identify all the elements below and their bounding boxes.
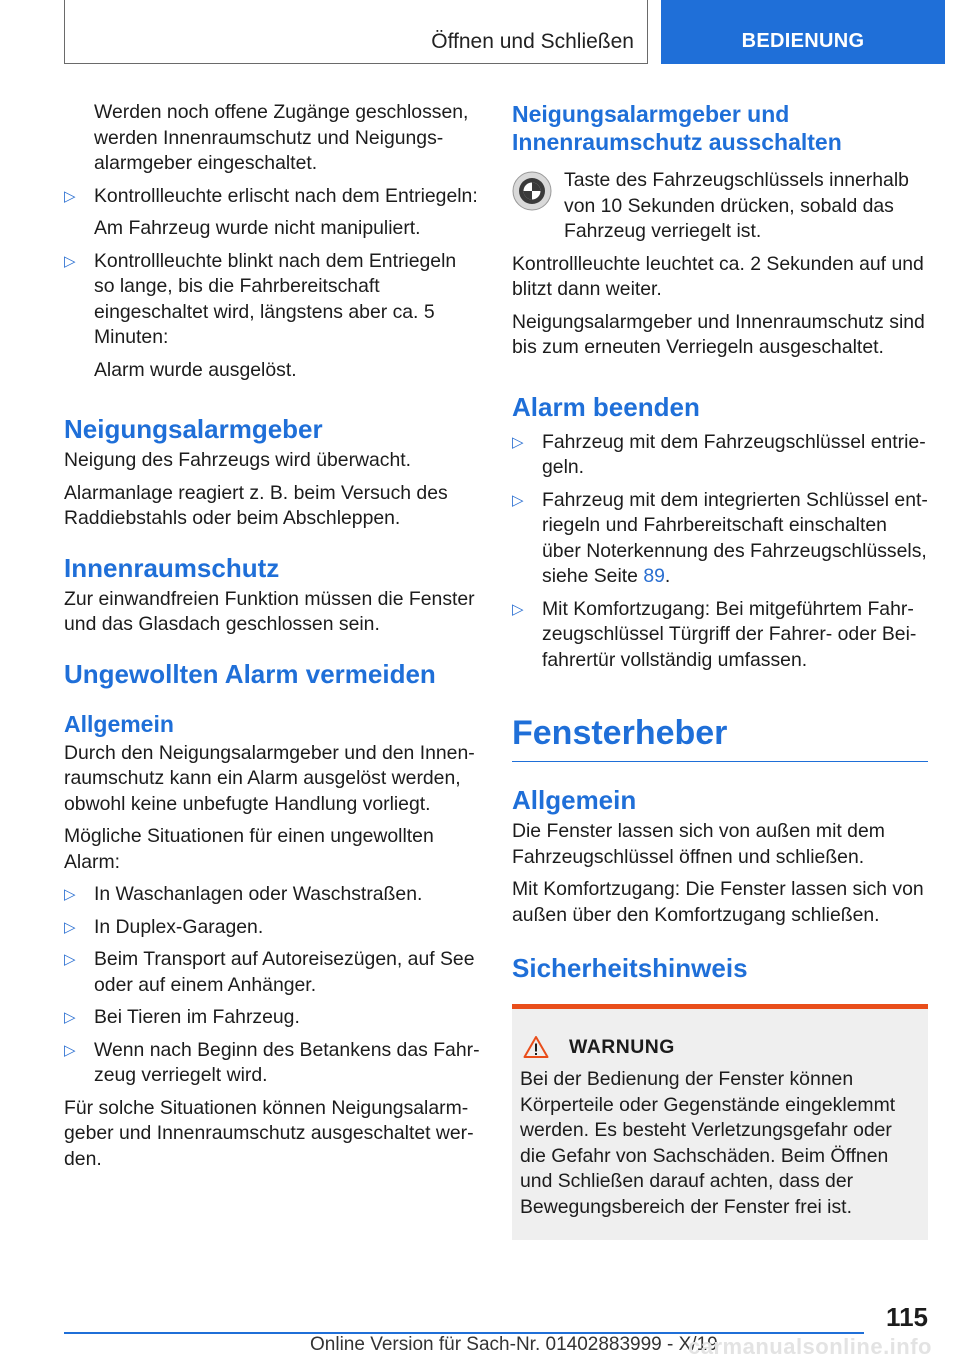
paragraph: Durch den Neigungsalarmgeber und den Innenraumschutz kann ein Alarm ausgelöst werden, obwohl keine unbefugte Handlung vorliegt. xyxy=(64,741,475,815)
heading-innenraumschutz: Innenraumschutz xyxy=(64,552,280,583)
bullet-triangle-icon: ▷ xyxy=(64,1041,76,1059)
page-header xyxy=(0,0,960,66)
bullet-triangle-icon: ▷ xyxy=(64,252,76,270)
warning-box xyxy=(512,1004,928,1240)
heading-ausschalten: Neigungsalarmgeber und Innenraumschutz ausschalten xyxy=(512,101,842,155)
bullet-triangle-icon: ▷ xyxy=(64,1009,76,1026)
list-item xyxy=(64,1038,480,1089)
list-item-text: Bei Tieren im Fahrzeug. xyxy=(94,1006,300,1028)
right-column xyxy=(512,100,928,1240)
stop-alarm-list xyxy=(512,430,928,674)
heading-neigungsalarmgeber: Neigungsalarmgeber xyxy=(64,414,323,444)
bullet-triangle-icon: ▷ xyxy=(512,433,524,451)
list-item xyxy=(64,1005,480,1031)
left-column xyxy=(64,100,480,1172)
chapter-title: Öffnen und Schließen xyxy=(431,30,634,53)
bullet-triangle-icon: ▷ xyxy=(512,600,524,618)
watermark: carmanualsonline.info xyxy=(688,1334,932,1359)
list-item xyxy=(512,430,928,481)
warning-text: Bei der Bedienung der Fenster können Körperteile oder Gegenstände eingeklemmt werden. Es besteht Verletzungsgefahr oder die Gefahr von Sachschäden. Beim Öffnen und Schließen darauf achten, dass der Bewegungsbereich der Fenster frei ist. xyxy=(520,1068,896,1218)
list-item xyxy=(64,915,480,941)
list-item-text: Kontrollleuchte erlischt nach dem Entriegeln: xyxy=(94,184,478,207)
list-item-text: Beim Transport auf Autoreisezügen, auf See oder auf einem Anhänger. xyxy=(94,948,475,996)
list-item-text: Wenn nach Beginn des Betankens das Fahrzeug verriegelt wird. xyxy=(94,1038,480,1086)
heading-ungewollter-alarm: Ungewollten Alarm vermeiden xyxy=(64,658,436,689)
page-number: 115 xyxy=(886,1302,928,1332)
bullet-triangle-icon: ▷ xyxy=(64,187,76,205)
list-item-text: In Waschanlagen oder Waschstraßen. xyxy=(94,883,423,905)
bullet-triangle-icon: ▷ xyxy=(64,918,76,936)
warning-header xyxy=(520,1035,920,1059)
warning-triangle-icon xyxy=(523,1035,549,1059)
paragraph: Taste des Fahrzeugschlüssels innerhalb von 10 Sekunden drücken, sobald das Fahrzeug verriegelt ist. xyxy=(564,169,909,242)
situation-list xyxy=(64,882,480,1089)
heading-sicherheitshinweis: Sicherheitshinweis xyxy=(512,953,748,983)
list-item-text-end: . xyxy=(664,565,671,587)
header-title-box xyxy=(64,0,648,64)
list-item-text: In Duplex-Garagen. xyxy=(94,915,264,938)
list-item-text: Fahrzeug mit dem Fahrzeugschlüssel entriegeln. xyxy=(542,430,926,478)
paragraph: Neigung des Fahrzeugs wird überwacht. xyxy=(64,449,412,471)
intro-paragraph: Werden noch offene Zugänge geschlossen, werden Innenraumschutz und Neigungsalarmgeber eingeschaltet. xyxy=(94,101,469,174)
list-item xyxy=(512,597,928,674)
paragraph: Alarmanlage reagiert z. B. beim Versuch des Raddiebstahls oder beim Abschleppen. xyxy=(64,481,448,529)
paragraph: Mit Komfortzugang: Die Fenster lassen sich von außen über den Komfortzugang schließen. xyxy=(512,878,924,926)
bullet-triangle-icon: ▷ xyxy=(512,491,524,509)
bmw-key-button-icon xyxy=(512,171,552,211)
list-item xyxy=(64,882,480,908)
key-instruction xyxy=(512,168,928,245)
page-link[interactable]: 89 xyxy=(643,565,665,587)
paragraph: Mögliche Situationen für einen ungewollten Alarm: xyxy=(64,825,434,873)
warning-label: WARNUNG xyxy=(569,1035,675,1058)
paragraph: Neigungsalarmgeber und Innenraumschutz sind bis zum erneuten Verriegeln ausgeschaltet. xyxy=(512,310,925,358)
list-item-subtext: Alarm wurde ausgelöst. xyxy=(94,358,297,381)
bullet-triangle-icon: ▷ xyxy=(64,951,76,968)
bullet-triangle-icon: ▷ xyxy=(64,886,76,903)
section-tab[interactable]: BEDIENUNG xyxy=(661,0,945,64)
list-item xyxy=(64,249,480,384)
list-item xyxy=(64,947,480,998)
subheading-allgemein: Allgemein xyxy=(512,785,637,815)
list-item-text: Fahrzeug mit dem integrierten Schlüssel entriegeln und Fahrbereitschaft einschalten über Noterkennung des Fahrzeugschlüssels, siehe Seite xyxy=(542,488,928,587)
indicator-list xyxy=(64,184,480,384)
list-item-text: Kontrollleuchte blinkt nach dem Entriegeln so lange, bis die Fahrbereitschaft eingeschaltet wird, längstens aber ca. 5 Minuten: xyxy=(94,249,457,348)
list-item xyxy=(64,184,480,242)
list-item-text: Mit Komfortzugang: Bei mitgeführtem Fahrzeugschlüssel Türgriff der Fahrer- oder Beifahrertür vollständig umfassen. xyxy=(542,597,917,671)
closing-paragraph: Für solche Situationen können Neigungsalarmgeber und Innenraumschutz ausgeschaltet werden. xyxy=(64,1096,474,1170)
paragraph: Kontrollleuchte leuchtet ca. 2 Sekunden auf und blitzt dann weiter. xyxy=(512,252,924,300)
heading-fensterheber: Fensterheber xyxy=(512,711,928,762)
footer-version-text: Online Version für Sach-Nr. 01402883999 - X/19 xyxy=(310,1334,718,1355)
list-item xyxy=(512,488,928,590)
heading-alarm-beenden: Alarm beenden xyxy=(512,391,700,422)
paragraph: Die Fenster lassen sich von außen mit dem Fahrzeugschlüssel öffnen und schließen. xyxy=(512,820,885,868)
list-item-subtext: Am Fahrzeug wurde nicht manipuliert. xyxy=(94,217,421,239)
subheading-allgemein: Allgemein xyxy=(64,710,174,737)
paragraph: Zur einwandfreien Funktion müssen die Fenster und das Glasdach geschlossen sein. xyxy=(64,587,475,635)
